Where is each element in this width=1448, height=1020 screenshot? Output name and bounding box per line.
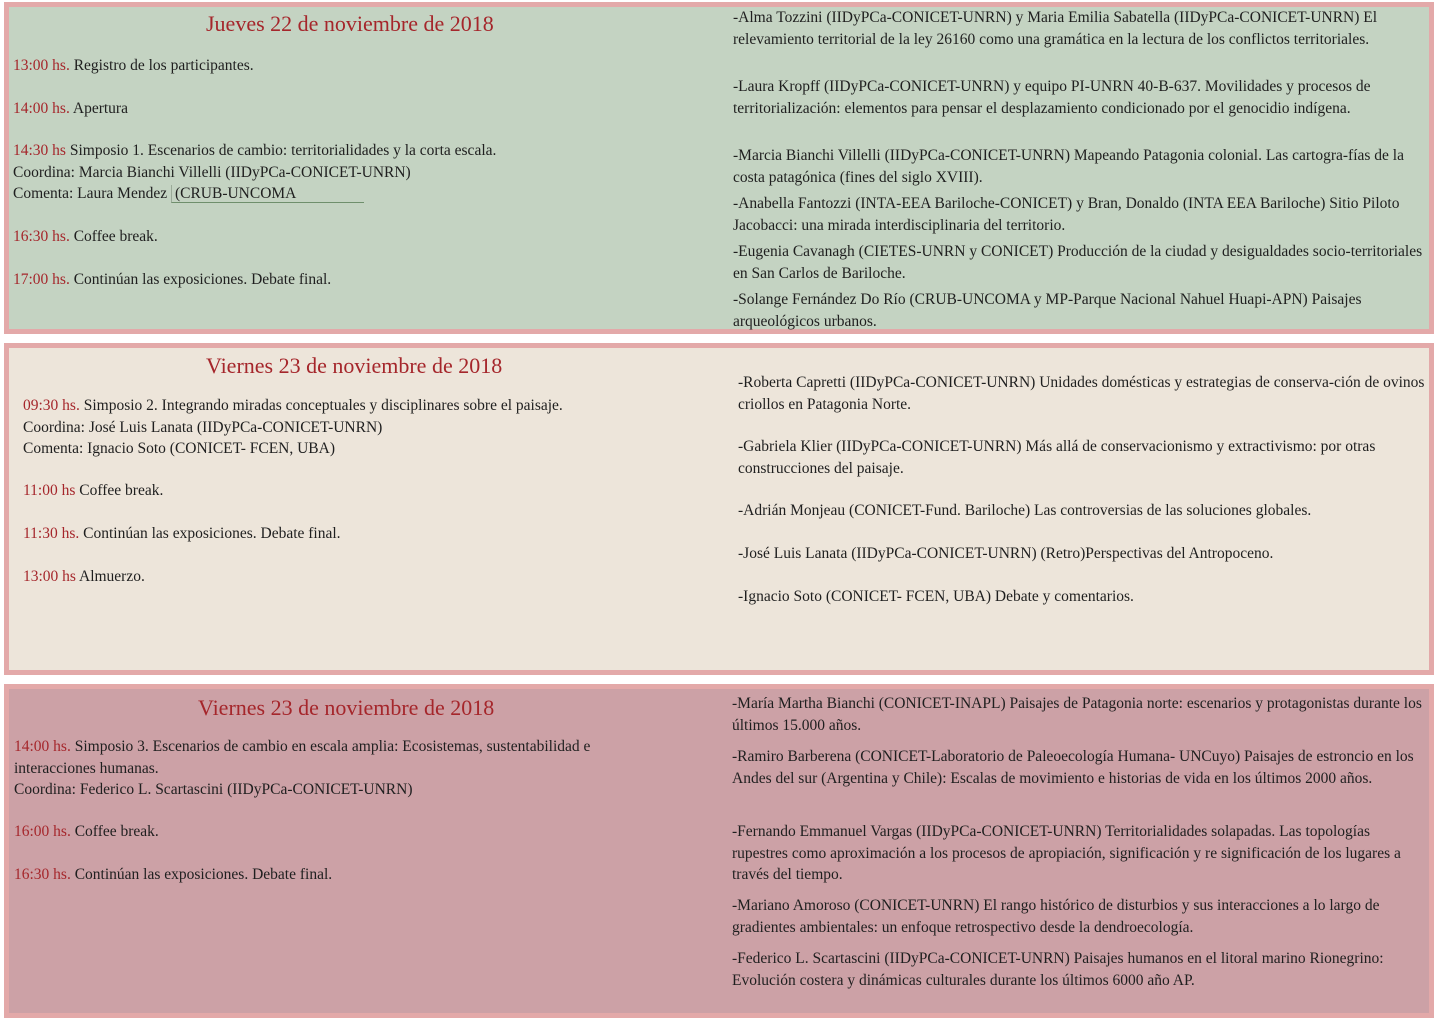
day-panel-friday-afternoon bbox=[4, 684, 1434, 1018]
schedule-time: 16:30 hs. bbox=[13, 228, 70, 245]
schedule-item bbox=[13, 140, 496, 205]
talk-item: -Gabriela Klier (IIDyPCa-CONICET-UNRN) Más allá de conservacionismo y extractivismo: por otras construcciones del paisaje. bbox=[738, 438, 1376, 477]
schedule-coordina: Coordina: Marcia Bianchi Villelli (IIDyPCa-CONICET-UNRN) bbox=[13, 163, 411, 181]
day-panel-friday-morning bbox=[4, 343, 1434, 675]
schedule-text: Continúan las exposiciones. Debate final. bbox=[83, 525, 341, 542]
schedule-comenta bbox=[13, 183, 496, 205]
schedule-text: Registro de los participantes. bbox=[73, 57, 254, 74]
talk-item: -Ramiro Barberena (CONICET-Laboratorio de Paleoecología Humana- UNCuyo) Paisajes de estroncio en los Andes del sur (Argentina y Chile): Escalas de movimiento e historias de vida en los últimos 2000 años. bbox=[732, 748, 1414, 787]
talk-item: -Federico L. Scartascini (IIDyPCa-CONICET-UNRN) Paisajes humanos en el litoral marino Rionegrino: Evolución costera y dinámicas culturales durante los últimos 6000 año AP. bbox=[732, 950, 1384, 989]
schedule-time: 11:30 hs. bbox=[23, 525, 80, 542]
schedule-text: Continúan las exposiciones. Debate final. bbox=[74, 866, 333, 883]
schedule-coordina: Coordina: José Luis Lanata (IIDyPCa-CONICET-UNRN) bbox=[23, 418, 383, 436]
schedule-item bbox=[14, 864, 332, 886]
talk-item: -Adrián Monjeau (CONICET-Fund. Bariloche) Las controversias de las soluciones globales. bbox=[738, 502, 1312, 519]
talk-item: -Laura Kropff (IIDyPCa-CONICET-UNRN) y equipo PI-UNRN 40-B-637. Movilidades y procesos de territorialización: elementos para pensar el desplazamiento condicionado por el genocidio indígena. bbox=[733, 78, 1371, 117]
schedule-time: 16:00 hs. bbox=[14, 823, 71, 840]
schedule-coordina: Coordina: Federico L. Scartascini (IIDyPCa-CONICET-UNRN) bbox=[14, 781, 413, 798]
schedule-item bbox=[23, 523, 341, 545]
talk-item: -Anabella Fantozzi (INTA-EEA Bariloche-CONICET) y Bran, Donaldo (INTA EEA Bariloche) Sitio Piloto Jacobacci: una mirada interdisciplinaria del territorio. bbox=[733, 195, 1400, 234]
schedule-text: Continúan las exposiciones. Debate final. bbox=[73, 271, 332, 288]
schedule-item bbox=[23, 480, 163, 502]
schedule-text: Simposio 2. Integrando miradas conceptuales y disciplinares sobre el paisaje. bbox=[83, 397, 563, 414]
day-panel-thursday bbox=[4, 2, 1434, 334]
schedule-item bbox=[13, 98, 128, 120]
talk-item: -Solange Fernández Do Río (CRUB-UNCOMA y MP-Parque Nacional Nahuel Huapi-APN) Paisajes arqueológicos urbanos. bbox=[733, 291, 1362, 330]
talk-item: -Alma Tozzini (IIDyPCa-CONICET-UNRN) y Maria Emilia Sabatella (IIDyPCa-CONICET-UNRN) El relevamiento territorial de la ley 26160 como una gramática en la lectura de los conflictos territoriales. bbox=[733, 9, 1378, 48]
schedule-text: Almuerzo. bbox=[79, 568, 145, 585]
schedule-item bbox=[13, 269, 331, 291]
schedule-time: 17:00 hs. bbox=[13, 271, 70, 288]
talk-item: -Fernando Emmanuel Vargas (IIDyPCa-CONICET-UNRN) Territorialidades solapadas. Las topologías rupestres como aproximación a los procesos de apropiación, significación y re significación de los lugares a través del tiempo. bbox=[732, 823, 1401, 883]
schedule-time: 13:00 hs bbox=[23, 568, 76, 585]
schedule-item bbox=[23, 566, 145, 588]
schedule-time: 14:00 hs. bbox=[14, 738, 71, 755]
schedule-text-cont: interacciones humanas. bbox=[14, 759, 159, 777]
schedule-text: Coffee break. bbox=[79, 482, 164, 499]
day-title: Viernes 23 de noviembre de 2018 bbox=[198, 695, 495, 720]
day-title: Viernes 23 de noviembre de 2018 bbox=[206, 353, 503, 378]
talk-item: -María Martha Bianchi (CONICET-INAPL) Paisajes de Patagonia norte: escenarios y protagonistas durante los últimos 15.000 años. bbox=[732, 695, 1422, 734]
talk-item: -Ignacio Soto (CONICET- FCEN, UBA) Debate y comentarios. bbox=[738, 588, 1134, 605]
schedule-time: 13:00 hs. bbox=[13, 57, 70, 74]
schedule-item bbox=[14, 821, 159, 843]
schedule-text: Simposio 1. Escenarios de cambio: territorialidades y la corta escala. bbox=[69, 142, 497, 159]
talk-item: -José Luis Lanata (IIDyPCa-CONICET-UNRN) (Retro)Perspectivas del Antropoceno. bbox=[738, 545, 1274, 562]
schedule-time: 14:30 hs bbox=[13, 142, 66, 159]
day-title: Jueves 22 de noviembre de 2018 bbox=[206, 11, 494, 36]
schedule-item bbox=[13, 55, 254, 77]
talk-item: -Roberta Capretti (IIDyPCa-CONICET-UNRN) Unidades domésticas y estrategias de conserva-ción de ovinos criollos en Patagonia Norte. bbox=[738, 374, 1425, 413]
comenta-label: Comenta: Laura Mendez bbox=[13, 185, 168, 202]
schedule-time: 14:00 hs. bbox=[13, 100, 70, 117]
schedule-comenta: Comenta: Ignacio Soto (CONICET- FCEN, UBA) bbox=[23, 440, 335, 457]
schedule-text: Simposio 3. Escenarios de cambio en escala amplia: Ecosistemas, sustentabilidad e bbox=[74, 738, 591, 755]
schedule-item bbox=[13, 226, 158, 248]
schedule-time: 11:00 hs bbox=[23, 482, 76, 499]
schedule-item bbox=[23, 395, 563, 460]
talk-item: -Mariano Amoroso (CONICET-UNRN) El rango histórico de disturbios y sus interacciones a lo largo de gradientes ambientales: un enfoque retrospectivo desde la dendroecología. bbox=[732, 897, 1380, 936]
schedule-text: Coffee break. bbox=[74, 823, 159, 840]
talk-item: -Eugenia Cavanagh (CIETES-UNRN y CONICET) Producción de la ciudad y desigualdades socio-territoriales en San Carlos de Bariloche. bbox=[733, 243, 1423, 282]
talk-item: -Marcia Bianchi Villelli (IIDyPCa-CONICET-UNRN) Mapeando Patagonia colonial. Las cartogra-fías de la costa patagónica (fines del siglo XVIII). bbox=[733, 147, 1404, 186]
schedule-text: Apertura bbox=[72, 100, 128, 117]
schedule-time: 16:30 hs. bbox=[14, 866, 71, 883]
schedule-item bbox=[14, 736, 590, 801]
schedule-text: Coffee break. bbox=[73, 228, 158, 245]
schedule-time: 09:30 hs. bbox=[23, 397, 80, 414]
comenta-affiliation: (CRUB-UNCOMA bbox=[171, 185, 364, 203]
